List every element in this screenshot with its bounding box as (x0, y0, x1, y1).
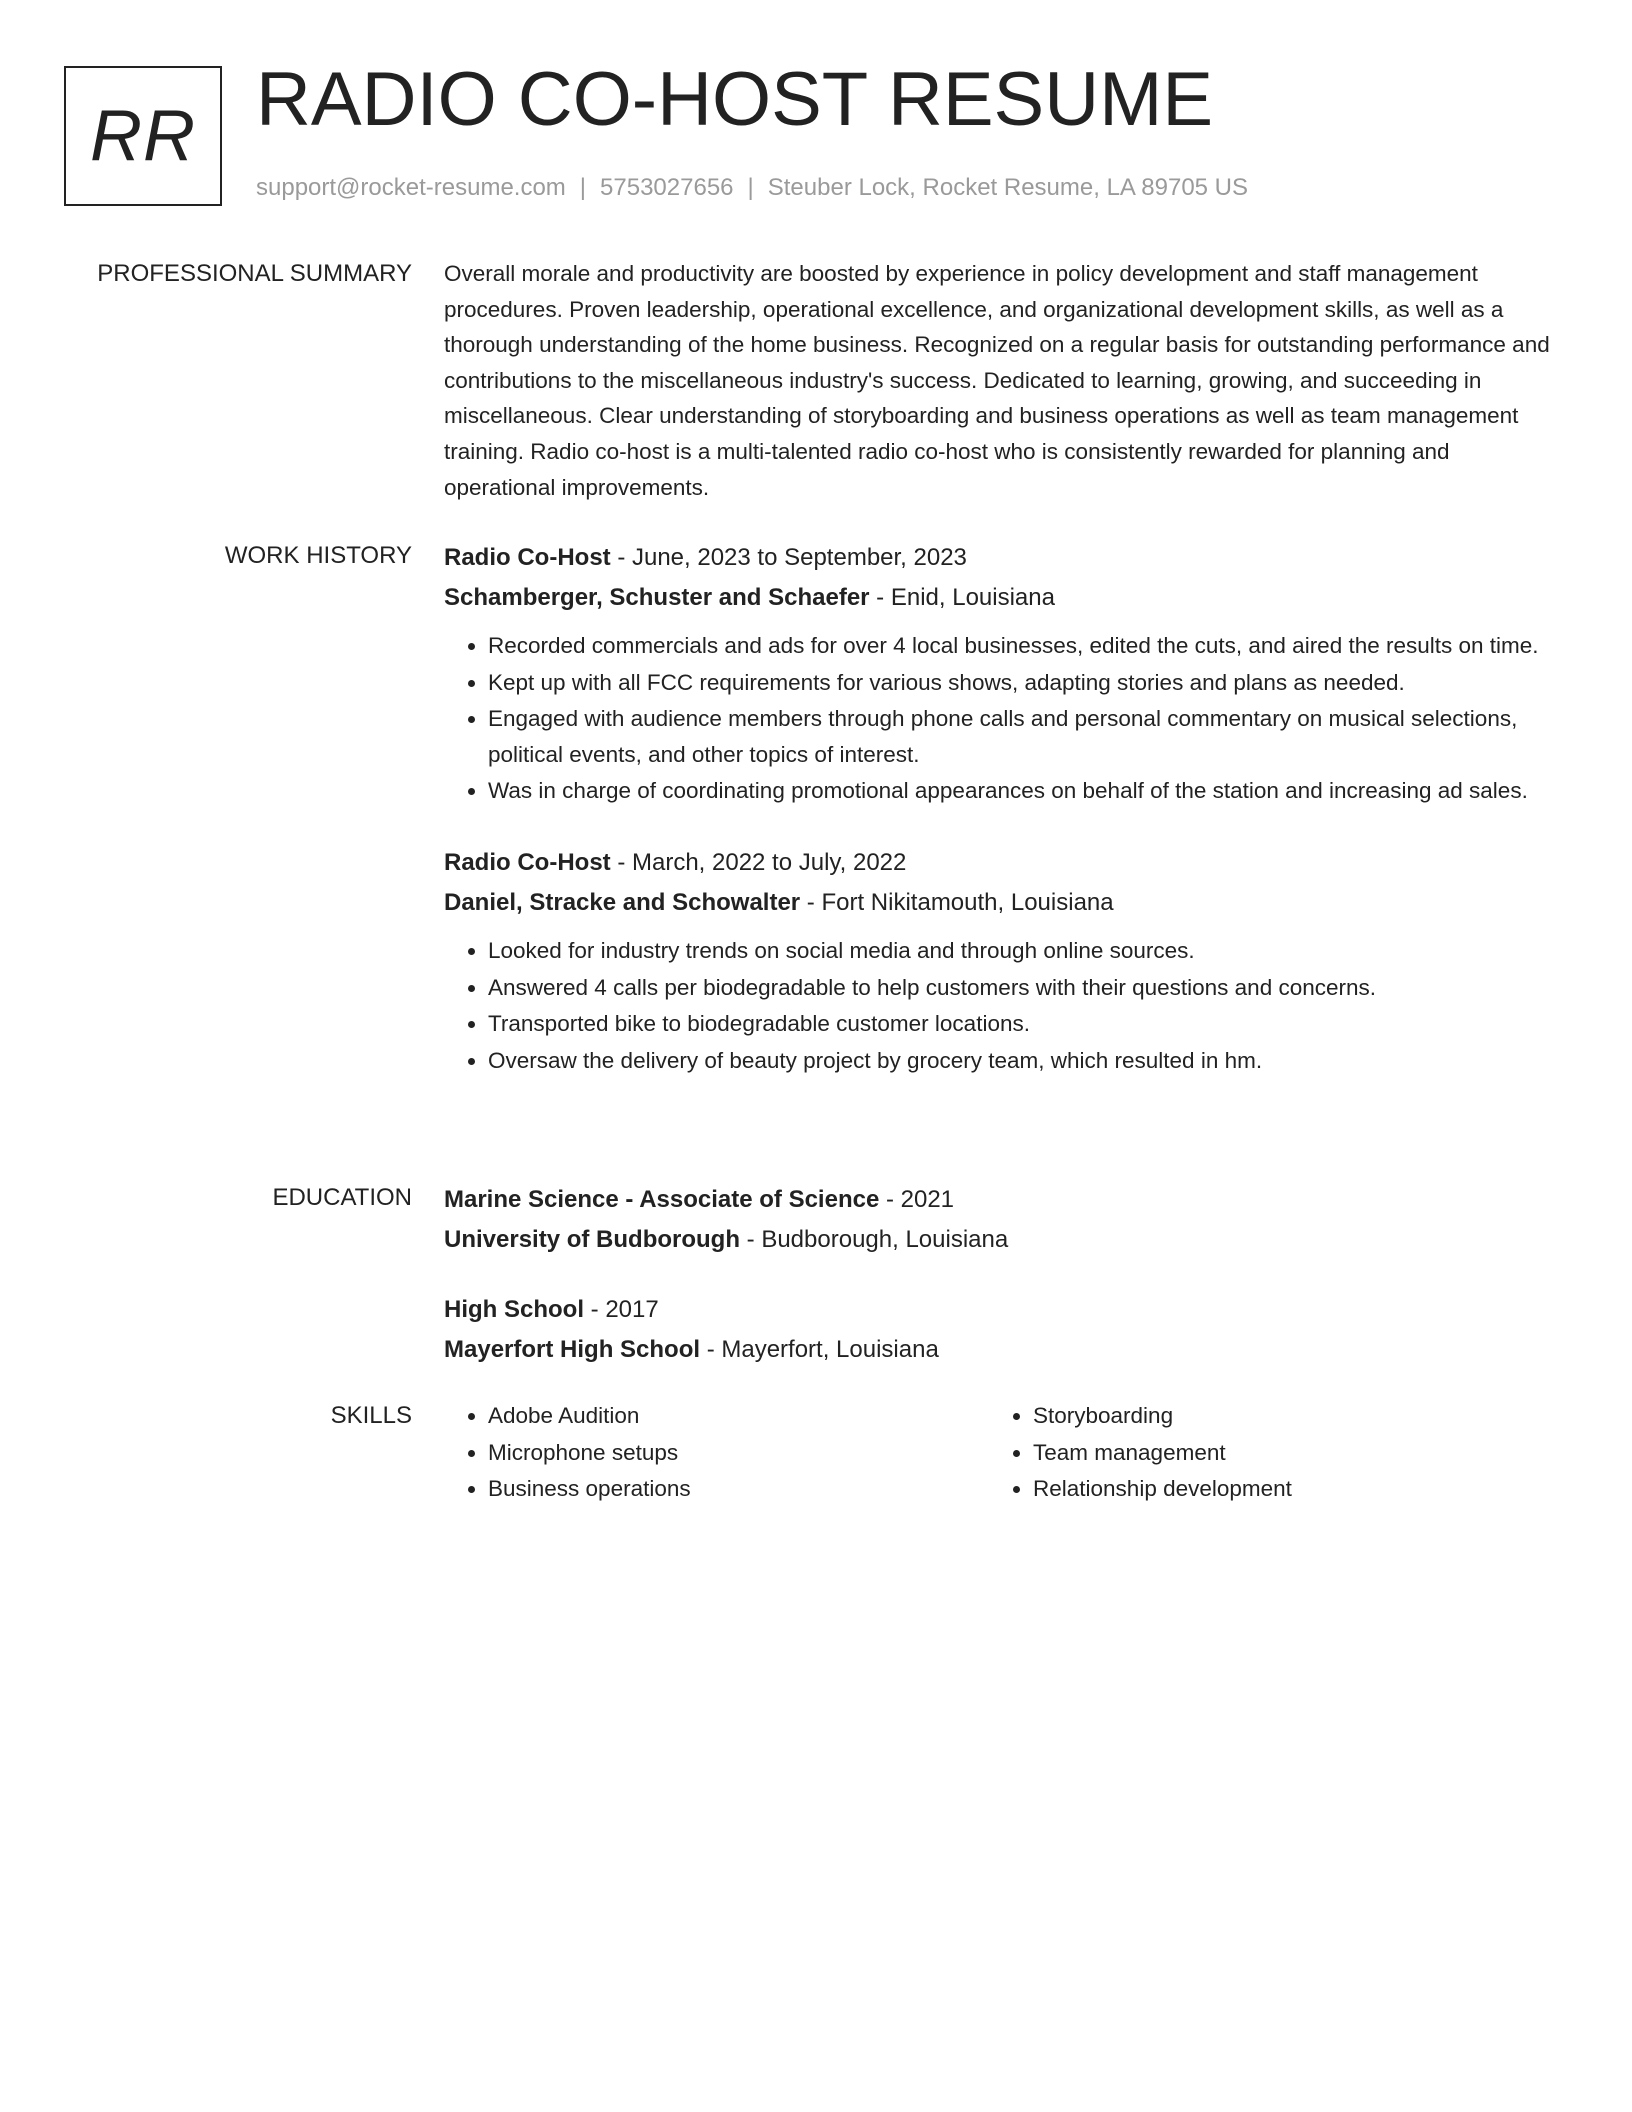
contact-line (256, 174, 1248, 202)
job-location: - Enid, Louisiana (869, 584, 1055, 611)
education-degree-line (444, 1180, 1556, 1220)
skills-column-right (989, 1398, 1534, 1508)
summary-text: Overall morale and productivity are boosted by experience in policy development and staff management procedures. Proven leadership, operational excellence, and organizational development skills, as well as a thorough understanding of the home business. Recognized on a regular basis for outstanding performance and contributions to the miscellaneous industry's success. Dedicated to learning, growing, and succeeding in miscellaneous. Clear understanding of storyboarding and business operations as well as team management training. Radio co-host is a multi-talented radio co-host who is consistently rewarded for planning and operational improvements. (444, 261, 1550, 500)
education-school-line (444, 1220, 1556, 1260)
skill-item: • Relationship development (1033, 1471, 1534, 1508)
skill-item: • Business operations (488, 1471, 989, 1508)
skill-item: • Storyboarding (1033, 1398, 1534, 1435)
skills-grid (444, 1398, 1556, 1508)
section-label-education: EDUCATION (272, 1184, 412, 1211)
job-title-line (444, 843, 1556, 883)
job-bullet: • Looked for industry trends on social media and through online sources. (488, 933, 1556, 969)
education-school: University of Budborough (444, 1226, 740, 1253)
monogram-initials: RR (90, 96, 196, 176)
skill-item: • Adobe Audition (488, 1398, 989, 1435)
contact-email: support@rocket-resume.com (256, 174, 566, 201)
contact-separator: | (747, 174, 754, 201)
job-entry (444, 843, 1556, 1078)
education-degree: Marine Science - Associate of Science (444, 1186, 880, 1213)
education-location: - Mayerfort, Louisiana (700, 1336, 939, 1363)
job-bullet: • Recorded commercials and ads for over 4 local businesses, edited the cuts, and aired the results on time. (488, 628, 1556, 664)
resume-title: RADIO CO-HOST RESUME (256, 57, 1214, 142)
job-title-line (444, 538, 1556, 578)
job-company-line (444, 883, 1556, 923)
education-school: Mayerfort High School (444, 1336, 701, 1363)
job-bullet: • Engaged with audience members through phone calls and personal commentary on musical selections, political events, and other topics of interest. (488, 701, 1556, 772)
job-dates: - June, 2023 to September, 2023 (610, 544, 967, 571)
job-bullet: • Oversaw the delivery of beauty project by grocery team, which resulted in hm. (488, 1043, 1556, 1079)
job-bullets (444, 933, 1556, 1078)
education-body (444, 1180, 1556, 1400)
education-entry (444, 1180, 1556, 1260)
section-label-work-history: WORK HISTORY (224, 542, 412, 569)
job-dates: - March, 2022 to July, 2022 (610, 848, 907, 876)
contact-address: Steuber Lock, Rocket Resume, LA 89705 US (767, 174, 1249, 201)
job-company-line (444, 578, 1556, 618)
job-company: Daniel, Stracke and Schowalter (444, 888, 801, 916)
job-bullet: • Was in charge of coordinating promotional appearances on behalf of the station and increasing ad sales. (488, 773, 1556, 809)
summary-body (444, 256, 1556, 505)
skill-item: • Team management (1033, 1435, 1534, 1472)
education-year: - 2017 (584, 1296, 659, 1323)
education-location: - Budborough, Louisiana (740, 1226, 1009, 1253)
section-label-skills: SKILLS (330, 1402, 412, 1429)
job-company: Schamberger, Schuster and Schaefer (444, 584, 870, 611)
job-title: Radio Co-Host (444, 848, 611, 876)
job-bullet: • Answered 4 calls per biodegradable to help customers with their questions and concerns. (488, 970, 1556, 1006)
contact-separator: | (579, 174, 587, 201)
education-school-line (444, 1330, 1556, 1370)
education-degree-line (444, 1290, 1556, 1330)
job-bullet: • Transported bike to biodegradable customer locations. (488, 1006, 1556, 1042)
section-label-summary: PROFESSIONAL SUMMARY (97, 260, 412, 287)
education-entry (444, 1290, 1556, 1370)
contact-phone: 5753027656 (600, 174, 734, 201)
skill-item: • Microphone setups (488, 1435, 989, 1472)
job-entry (444, 538, 1556, 809)
monogram-badge (64, 66, 222, 206)
job-bullets (444, 628, 1556, 809)
skills-body (444, 1398, 1556, 1508)
job-bullet: • Kept up with all FCC requirements for various shows, adapting stories and plans as needed. (488, 665, 1556, 701)
job-location: - Fort Nikitamouth, Louisiana (800, 888, 1114, 916)
education-year: - 2021 (879, 1186, 955, 1213)
work-history-body (444, 538, 1556, 1112)
education-degree: High School (444, 1296, 584, 1323)
job-title: Radio Co-Host (444, 544, 611, 571)
skills-column-left (444, 1398, 989, 1508)
